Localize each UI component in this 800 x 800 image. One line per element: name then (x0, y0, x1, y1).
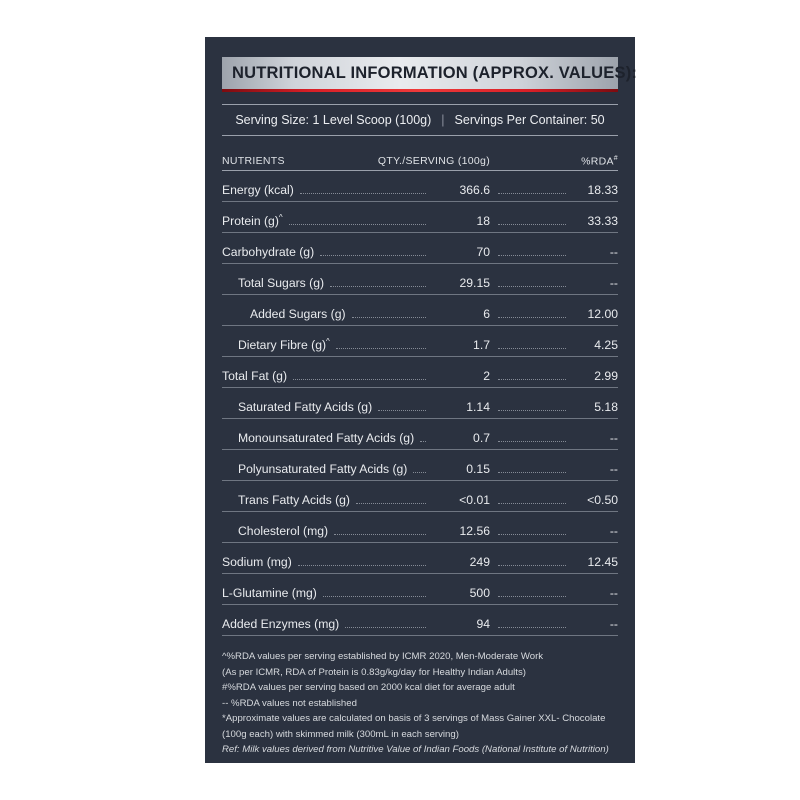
header-spacer (291, 162, 364, 163)
table-row (222, 419, 618, 450)
page-title: NUTRITIONAL INFORMATION (APPROX. VALUES): (232, 63, 638, 82)
title-accent-divider (222, 89, 618, 92)
nutrient-label: Sodium (mg) (222, 555, 292, 569)
nutrient-qty: 1.14 (466, 400, 490, 414)
footnote-line: -- %RDA values not established (222, 697, 357, 709)
dot-leader-2 (498, 409, 566, 411)
nutrition-panel (205, 37, 638, 763)
nutrient-label: Saturated Fatty Acids (g) (238, 400, 373, 414)
nutrient-rda: 5.18 (594, 400, 618, 414)
nutrition-panel-inner (222, 57, 638, 755)
dot-leader (330, 285, 426, 287)
nutrient-label: Cholesterol (mg) (238, 524, 329, 538)
table-row (222, 605, 618, 636)
nutrient-label: Carbohydrate (g) (222, 245, 315, 259)
nutrient-label: Total Sugars (g) (238, 276, 325, 290)
nutrient-rda: -- (609, 245, 618, 259)
nutrient-qty: 2 (483, 369, 490, 383)
dot-leader (378, 409, 426, 411)
serving-size-text: Serving Size: 1 Level Scoop (100g) (235, 113, 432, 127)
footnote-line: ^%RDA values per serving established by ICMR 2020, Men-Moderate Work (222, 651, 544, 662)
dot-leader (293, 378, 426, 380)
dot-leader-2 (498, 347, 566, 349)
column-header-rda: %RDA# (581, 154, 618, 167)
dot-leader-2 (498, 626, 566, 628)
dot-leader (289, 223, 426, 225)
nutrient-qty: 1.7 (473, 338, 490, 352)
dot-leader-2 (498, 285, 566, 287)
column-header-qty: QTY./SERVING (100g) (377, 155, 490, 167)
nutrient-qty: 70 (476, 245, 490, 259)
nutrient-qty: 500 (469, 586, 490, 600)
table-row (222, 512, 618, 543)
dot-leader (413, 471, 426, 473)
table-row (222, 233, 618, 264)
dot-leader (323, 595, 426, 597)
nutrient-qty: 29.15 (459, 276, 490, 290)
footnote-reference: Ref: Milk values derived from Nutritive Value of Indian Foods (National Institute of Nutrition) (222, 744, 609, 755)
dot-leader-2 (498, 223, 566, 225)
nutrient-label: Protein (g)^ (222, 212, 283, 228)
table-row (222, 295, 618, 326)
nutrient-qty: 94 (476, 617, 490, 631)
footnote-line: #%RDA values per serving based on 2000 kcal diet for average adult (222, 682, 515, 693)
footnote-line: *Approximate values are calculated on basis of 3 servings of Mass Gainer XXL- Chocolate (222, 713, 606, 724)
nutrient-label: Polyunsaturated Fatty Acids (g) (238, 462, 408, 476)
table-row (222, 481, 618, 512)
nutrient-rda: -- (609, 586, 618, 600)
panel-title-bar (222, 57, 638, 89)
dot-leader (334, 533, 426, 535)
dot-leader-2 (498, 192, 566, 194)
nutrient-label: Trans Fatty Acids (g) (238, 493, 350, 507)
dot-leader-2 (498, 440, 566, 442)
nutrient-rda: 2.99 (594, 369, 618, 383)
dot-leader-2 (498, 316, 566, 318)
nutrient-qty: <0.01 (459, 493, 490, 507)
dot-leader (352, 316, 426, 318)
nutrient-label: Total Fat (g) (222, 369, 288, 383)
dot-leader-2 (498, 533, 566, 535)
dot-leader (300, 192, 426, 194)
footnotes (222, 649, 618, 758)
nutrient-qty: 6 (483, 307, 490, 321)
dot-leader (320, 254, 426, 256)
nutrient-rda: 4.25 (594, 338, 618, 352)
dot-leader-2 (498, 502, 566, 504)
servings-per-container-text: Servings Per Container: 50 (454, 113, 605, 127)
table-row (222, 357, 618, 388)
nutrition-table (222, 144, 618, 636)
nutrient-rda: 12.00 (587, 307, 618, 321)
nutrient-rda: -- (609, 462, 618, 476)
table-header-row (222, 144, 618, 171)
nutrient-rda: -- (609, 524, 618, 538)
table-row (222, 388, 618, 419)
dot-leader (345, 626, 426, 628)
nutrient-rda: -- (609, 431, 618, 445)
nutrient-label: Energy (kcal) (222, 183, 294, 197)
serving-info-bar (222, 104, 618, 136)
dot-leader (336, 347, 426, 349)
serving-divider: | (441, 113, 445, 127)
nutrient-label: L-Glutamine (mg) (222, 586, 317, 600)
dot-leader-2 (498, 378, 566, 380)
dot-leader (420, 440, 426, 442)
table-row (222, 264, 618, 295)
nutrient-rda: 33.33 (587, 214, 618, 228)
table-row (222, 202, 618, 233)
dot-leader-2 (498, 471, 566, 473)
nutrient-label: Dietary Fibre (g)^ (238, 336, 330, 352)
footnote-line: (As per ICMR, RDA of Protein is 0.83g/kg/day for Healthy Indian Adults) (222, 666, 526, 678)
column-header-nutrients: NUTRIENTS (222, 155, 285, 167)
dot-leader-2 (498, 564, 566, 566)
nutrient-qty: 12.56 (459, 524, 490, 538)
nutrient-label: Added Enzymes (mg) (222, 617, 340, 631)
table-row (222, 326, 618, 357)
nutrient-qty: 18 (476, 214, 490, 228)
dot-leader (298, 564, 426, 566)
nutrient-rda: -- (609, 276, 618, 290)
table-row (222, 574, 618, 605)
dot-leader-2 (498, 254, 566, 256)
table-row (222, 450, 618, 481)
nutrient-rda: 18.33 (587, 183, 618, 197)
nutrient-qty: 0.15 (466, 462, 490, 476)
nutrient-rda: 12.45 (587, 555, 618, 569)
table-row (222, 543, 618, 574)
footnote-line: (100g each) with skimmed milk (300mL in each serving) (222, 728, 459, 740)
nutrient-qty: 249 (469, 555, 490, 569)
nutrient-label: Monounsaturated Fatty Acids (g) (238, 431, 415, 445)
nutrient-label: Added Sugars (g) (250, 307, 346, 321)
dot-leader-2 (498, 595, 566, 597)
table-row (222, 171, 618, 202)
nutrient-qty: 0.7 (473, 431, 490, 445)
nutrient-qty: 366.6 (459, 183, 490, 197)
nutrient-rda: -- (609, 617, 618, 631)
dot-leader (356, 502, 426, 504)
nutrient-rda: <0.50 (587, 493, 618, 507)
header-spacer-2 (498, 162, 566, 163)
